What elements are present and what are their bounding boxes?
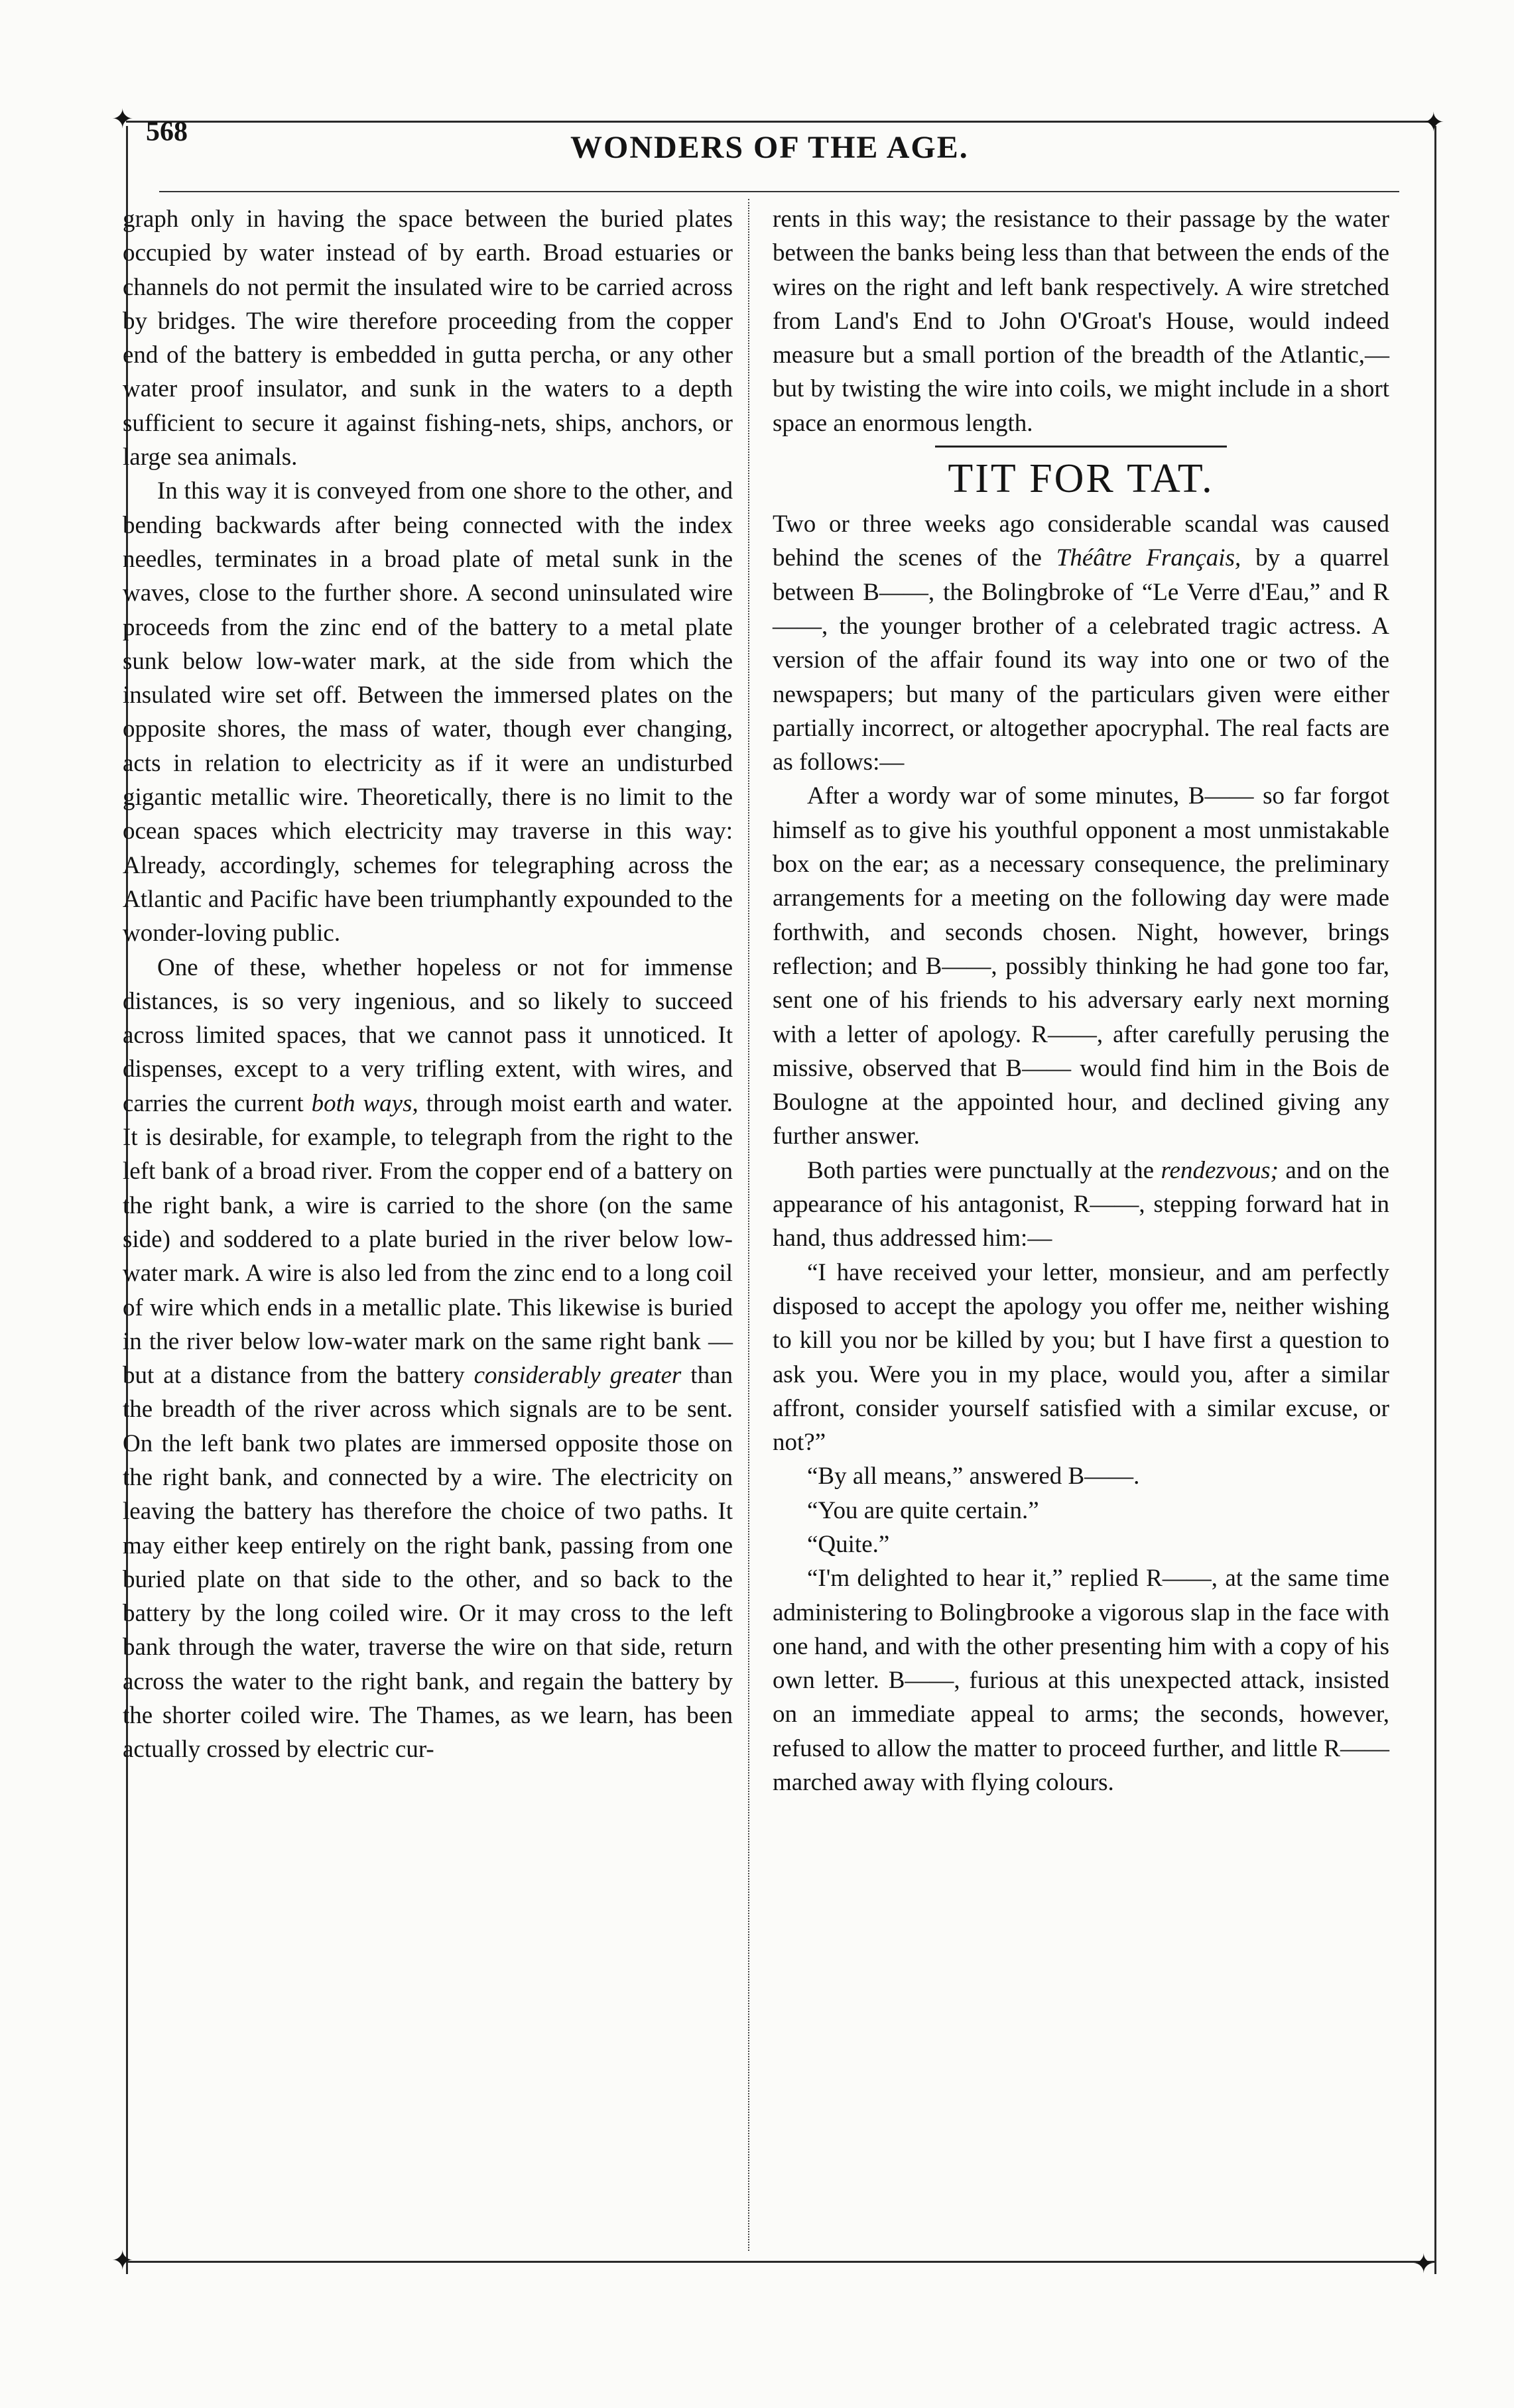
left-column: [123, 202, 733, 1767]
corner-ornament-icon: ✦: [111, 2246, 134, 2275]
bottom-border-rule: [126, 2261, 1436, 2263]
paragraph: “By all means,” answered B——.: [807, 1463, 1140, 1490]
italic-text: both ways,: [311, 1089, 418, 1117]
paragraph: After a wordy war of some minutes, B—— so far forgot himself as to give his youthful opponent a most unmistakable box on the ear; as a necessary consequence, the preliminary arrangements for a meeting on the following day were made forthwith, and seconds chosen. Night, however, brings reflection; and B——, possibly thinking he had gone too far, sent one of his friends to his adversary early next morning with a letter of apology. R——, after carefully perusing the missive, observed that B—— would find him in the Bois de Boulogne at the appointed hour, and declined giving any further answer.: [773, 782, 1389, 1150]
paragraph: “I'm delighted to hear it,” replied R——, at the same time administering to Bolingbrooke a vigorous slap in the face with one hand, and with the other presenting him with a copy of his own letter. B——, furious at this unexpected attack, insisted on an immediate appeal to arms; the seconds, however, refused to allow the matter to proceed further, and little R—— marched away with flying colours.: [773, 1565, 1389, 1797]
text-run: than the breadth of the river across which signals are to be sent. On the left bank two plates are immersed opposite those on the right bank, and connected by a wire. The electricity on leaving the battery has therefore the choice of two paths. It may either keep entirely on the right bank, passing from one buried plate on that side to the other, and so back to the battery by the long coiled wire. Or it may cross to the left bank through the water, traverse the wire on that side, return across the water to the right bank, and regain the battery by the shorter coiled wire. The Thames, as we learn, has been actually crossed by electric cur-: [123, 1362, 733, 1764]
paragraph: “Quite.”: [807, 1530, 890, 1558]
top-border-rule: [126, 121, 1436, 123]
corner-ornament-icon: ✦: [1413, 2249, 1435, 2279]
italic-text: Théâtre Français,: [1056, 544, 1241, 572]
paragraph: “You are quite certain.”: [807, 1496, 1039, 1524]
corner-ornament-icon: ✦: [1422, 107, 1445, 137]
italic-text: considerably greater: [473, 1362, 682, 1390]
paragraph: [773, 507, 1389, 779]
paragraph: [123, 951, 733, 1767]
header-rule: [159, 191, 1399, 192]
italic-text: rendezvous;: [1161, 1156, 1279, 1184]
text-run: by a quarrel between B——, the Bolingbroke of “Le Verre d'Eau,” and R——, the younger brother of a celebrated tragic actress. A version of the affair found its way into one or two of the newspapers; but many of the particulars given were either partially incorrect, or altogether apocryphal. The real facts are as follows:—: [773, 544, 1389, 776]
text-run: Two or three weeks ago considerable scandal was caused behind the scenes of the: [773, 511, 1389, 572]
text-run: One of these, whether hopeless or not for immense distances, is so very ingenious, and so likely to succeed across limited spaces, that we cannot pass it unnoticed. It dispenses, except to a very trifling extent, with wires, and carries the current: [123, 953, 733, 1117]
paragraph: rents in this way; the resistance to their passage by the water between the banks being less than that between the ends of the wires on the right and left bank respectively. A wire stretched from Land's End to John O'Groat's House, would indeed measure but a small portion of the breadth of the Atlantic,—but by twisting the wire into coils, we might include in a short space an enormous length.: [773, 206, 1389, 437]
text-run: and on the appearance of his antagonist, R——, stepping forward hat in hand, thus addressed him:—: [773, 1156, 1390, 1252]
paragraph: “I have received your letter, monsieur, and am perfectly disposed to accept the apology you offer me, neither wishing to kill you nor be killed by you; but I have first a question to ask you. Were you in my place, would you, after a similar affront, consider yourself satisfied with a similar excuse, or not?”: [773, 1258, 1389, 1457]
paragraph: In this way it is conveyed from one shore to the other, and bending backwards after being connected with the index needles, terminates in a broad plate of metal sunk in the waves, close to the further shore. A second uninsulated wire proceeds from the zinc end of the battery to a metal plate sunk below low-water mark, at the side from which the insulated wire set off. Between the immersed plates on the opposite shores, the mass of water, though ever changing, acts in relation to electricity as if it were an undisturbed gigantic metallic wire. Theoretically, there is no limit to the ocean spaces which electricity may traverse in this way: Already, accordingly, schemes for telegraphing across the Atlantic and Pacific have been triumphantly expounded to the wonder-loving public.: [123, 477, 733, 947]
text-run: Both parties were punctually at the: [807, 1156, 1161, 1184]
page-number: 568: [146, 117, 188, 147]
column-divider: [748, 199, 749, 2251]
section-title: TIT FOR TAT.: [948, 456, 1214, 502]
section-divider: [935, 446, 1227, 448]
paragraph: graph only in having the space between the buried plates occupied by water instead of by earth. Broad estuaries or channels do not permit the insulated wire to be carried across by bridges. The wire therefore proceeding from the copper end of the battery is embedded in gutta percha, or any other water proof insulator, and sunk in the waters to a depth sufficient to secure it against fishing-nets, ships, anchors, or large sea animals.: [123, 206, 733, 471]
text-run: through moist earth and water. It is desirable, for example, to telegraph from the right to the left bank of a broad river. From the copper end of a battery on the right bank, a wire is carried to the shore (on the same side) and soddered to a plate buried in the river below low-water mark. A wire is also led from the zinc end to a long coil of wire which ends in a metallic plate. This likewise is buried in the river below low-water mark on the same right bank —but at a distance from the battery: [123, 1089, 733, 1390]
running-title: WONDERS OF THE AGE.: [570, 130, 969, 165]
paragraph: [773, 1154, 1389, 1256]
corner-ornament-icon: ✦: [111, 104, 134, 134]
right-column: [773, 202, 1389, 1799]
